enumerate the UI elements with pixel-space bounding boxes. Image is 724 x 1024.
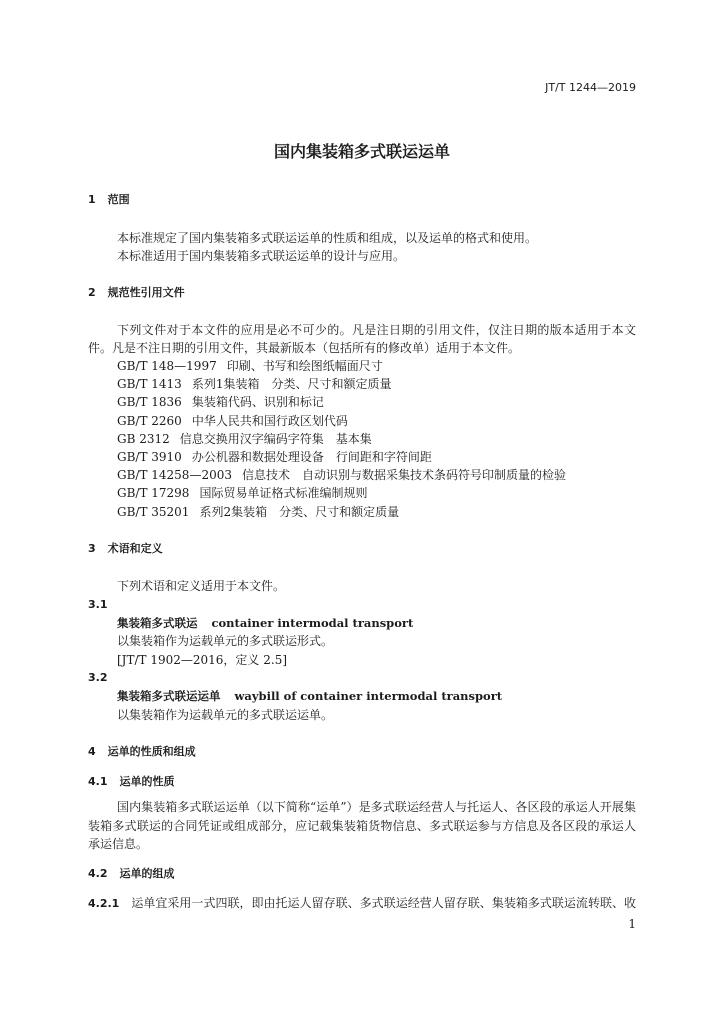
subsection-4-1-paragraph-line: 国内集装箱多式联运运单（以下简称“运单”）是多式联运经营人与托运人、各区段的承运人开展集 — [117, 800, 636, 814]
reference-title: 国际贸易单证格式标准编制规则 — [199, 486, 368, 501]
term-heading — [117, 688, 636, 704]
term-english: waybill of container intermodal transport — [234, 689, 503, 703]
section-2-paragraph-line: 件。凡是不注日期的引用文件，其最新版本（包括所有的修改单）适用于本文件。 — [88, 341, 521, 355]
reference-code: GB/T 1413 — [117, 377, 182, 392]
clause-number: 4.2.1 — [88, 897, 120, 910]
term-number: 3.2 — [88, 671, 108, 684]
section-1-heading — [88, 192, 636, 208]
reference-item — [117, 449, 636, 467]
section-1-paragraph: 本标准规定了国内集装箱多式联运运单的性质和组成，以及运单的格式和使用。 — [117, 231, 538, 245]
reference-code: GB 2312 — [117, 431, 170, 446]
reference-code: GB/T 1836 — [117, 395, 182, 410]
term-heading — [117, 615, 636, 631]
term-number: 3.1 — [88, 598, 108, 611]
reference-code: GB/T 17298 — [117, 486, 190, 501]
reference-item — [117, 431, 636, 449]
reference-item — [117, 467, 636, 485]
subsection-4-1-paragraph-line: 承运信息。 — [88, 837, 149, 851]
section-title: 术语和定义 — [107, 542, 163, 555]
term-definition: 以集装箱作为运载单元的多式联运运单。 — [117, 708, 334, 722]
reference-title: 印刷、书写和绘图纸幅面尺寸 — [226, 359, 383, 373]
reference-item — [117, 485, 636, 503]
subsection-number: 4.2 — [88, 867, 108, 880]
term-definition: 以集装箱作为运载单元的多式联运形式。 — [117, 634, 334, 648]
reference-item — [117, 358, 636, 376]
reference-code: GB/T 2260 — [117, 413, 182, 428]
section-3-intro: 下列术语和定义适用于本文件。 — [117, 579, 286, 593]
reference-title: 中华人民共和国行政区划代码 — [191, 413, 348, 428]
clause-4-2-1-line — [88, 895, 636, 911]
term-english: container intermodal transport — [211, 616, 414, 630]
term-source: [JT/T 1902—2016，定义 2.5] — [117, 653, 288, 667]
section-2-paragraph-line: 下列文件对于本文件的应用是必不可少的。凡是注日期的引用文件，仅注日期的版本适用于本文 — [117, 323, 636, 337]
page-number: 1 — [628, 917, 636, 931]
reference-code: GB/T 14258—2003 — [117, 468, 232, 483]
section-number: 4 — [88, 745, 96, 758]
reference-title: 集装箱代码、识别和标记 — [191, 395, 324, 410]
normative-references-list — [117, 358, 636, 522]
reference-code: GB/T 148—1997 — [117, 359, 217, 373]
subsection-number: 4.1 — [88, 775, 108, 788]
section-title: 运单的性质和组成 — [107, 745, 196, 758]
doc-code-header: JT/T 1244—2019 — [545, 81, 636, 94]
section-number: 2 — [88, 286, 96, 299]
section-3-heading — [88, 541, 636, 557]
subsection-4-1-paragraph-line: 装箱多式联运的合同凭证或组成部分，应记载集装箱货物信息、多式联运参与方信息及各区段的承运人 — [88, 819, 636, 833]
subsection-title: 运单的性质 — [119, 775, 175, 788]
reference-item — [117, 376, 636, 394]
document-title: 国内集装箱多式联运运单 — [273, 142, 450, 161]
reference-item — [117, 394, 636, 412]
reference-item — [117, 504, 636, 522]
section-2-heading — [88, 285, 636, 301]
section-number: 1 — [88, 193, 96, 206]
section-title: 范围 — [107, 193, 130, 206]
section-number: 3 — [88, 542, 96, 555]
reference-code: GB/T 35201 — [117, 504, 190, 519]
subsection-4-2-heading — [88, 866, 636, 882]
subsection-title: 运单的组成 — [119, 867, 175, 880]
term-chinese: 集装箱多式联运 — [117, 616, 198, 630]
section-4-heading — [88, 744, 636, 760]
reference-title: 办公机器和数据处理设备 行间距和字符间距 — [191, 449, 432, 464]
section-1-paragraph: 本标准适用于国内集装箱多式联运运单的设计与应用。 — [117, 249, 406, 263]
reference-item — [117, 413, 636, 431]
reference-title: 系列1集装箱 分类、尺寸和额定质量 — [191, 377, 392, 392]
reference-title: 信息交换用汉字编码字符集 基本集 — [179, 431, 372, 446]
section-title: 规范性引用文件 — [107, 286, 185, 299]
clause-text: 运单宜采用一式四联，即由托运人留存联、多式联运经营人留存联、集装箱多式联运流转联、收 — [131, 896, 636, 910]
reference-title: 系列2集装箱 分类、尺寸和额定质量 — [199, 504, 400, 519]
reference-title: 信息技术 自动识别与数据采集技术条码符号印制质量的检验 — [241, 468, 566, 483]
reference-code: GB/T 3910 — [117, 449, 182, 464]
term-chinese: 集装箱多式联运运单 — [117, 689, 221, 703]
subsection-4-1-heading — [88, 774, 636, 790]
